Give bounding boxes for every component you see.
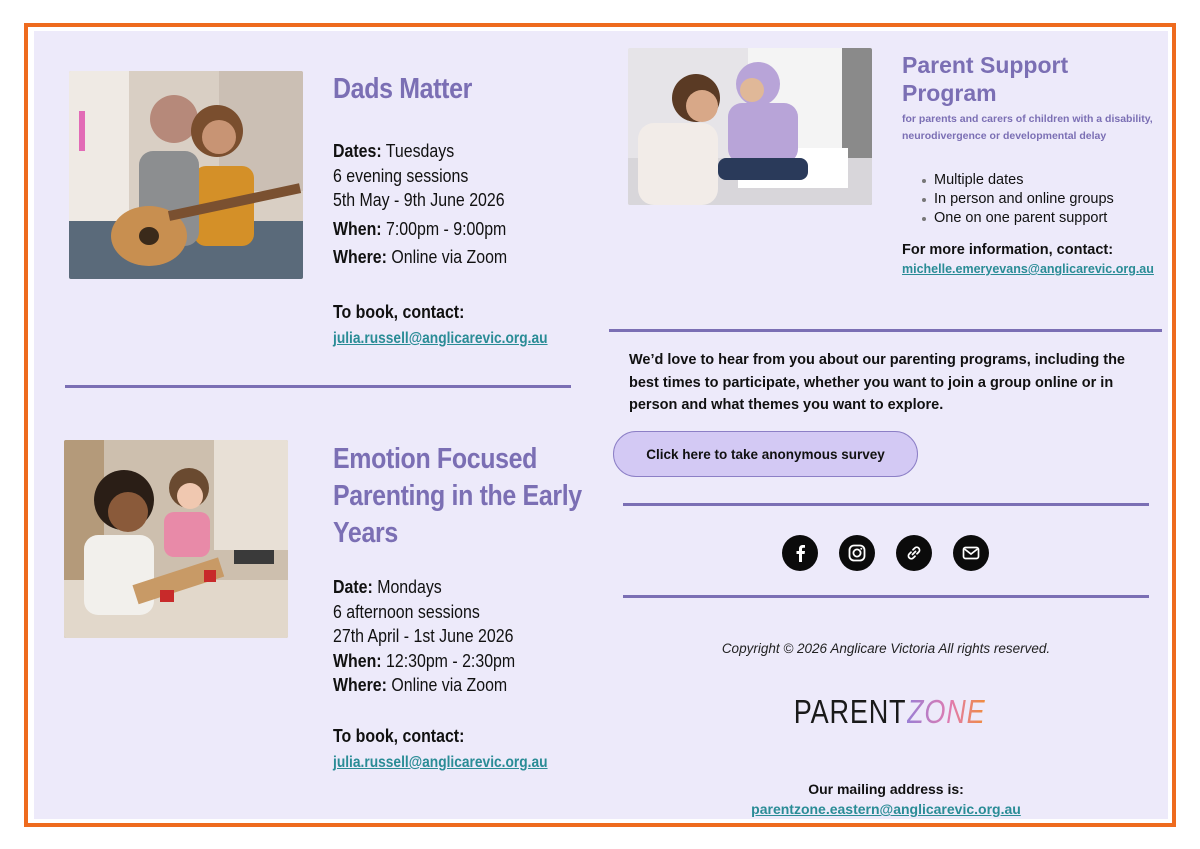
dates-label: Dates:: [333, 140, 382, 161]
divider-right-top: [609, 329, 1162, 332]
list-item: In person and online groups: [922, 190, 1114, 209]
email-icon[interactable]: [953, 535, 989, 571]
newsletter-frame: [24, 23, 1176, 827]
psp-bullets: [922, 171, 1114, 228]
divider-right-middle: [623, 503, 1149, 506]
when-value: 7:00pm - 9:00pm: [386, 217, 507, 239]
survey-button[interactable]: Click here to take anonymous survey: [613, 431, 918, 477]
mailing-address-label: Our mailing address is:: [808, 781, 964, 797]
efp-contact-label: To book, contact:: [333, 725, 465, 746]
title-line-1: Emotion Focused: [333, 443, 538, 475]
instagram-icon[interactable]: [839, 535, 875, 571]
list-item: Multiple dates: [922, 171, 1114, 190]
date-range: 5th May - 9th June 2026: [333, 189, 505, 210]
divider-left: [65, 385, 571, 388]
feedback-text: We’d love to hear from you about our parenting programs, including the best times to participate, whether you want to join a group online or in person and what themes you want to explore.: [629, 352, 1125, 413]
when-label: When:: [333, 649, 382, 671]
psp-contact-email[interactable]: michelle.emeryevans@anglicarevic.org.au: [902, 262, 1154, 276]
dates-value: Tuesdays: [385, 140, 455, 161]
where-label: Where:: [333, 674, 387, 695]
dads-contact-label: To book, contact:: [333, 301, 465, 322]
dads-matter-title: Dads Matter: [333, 73, 472, 105]
where-value: Online via Zoom: [391, 246, 508, 267]
list-item: One on one parent support: [922, 209, 1114, 228]
dads-contact-email[interactable]: julia.russell@anglicarevic.org.au: [333, 330, 548, 347]
facebook-icon[interactable]: [782, 535, 818, 571]
link-icon[interactable]: [896, 535, 932, 571]
psp-title: Parent Support Program: [902, 52, 1069, 106]
newsletter-panel: [34, 31, 1168, 819]
where-label: Where:: [333, 246, 387, 267]
title-line-2: Parenting in the Early: [333, 480, 582, 512]
dads-matter-details: [333, 139, 507, 270]
mailing-address-email[interactable]: parentzone.eastern@anglicarevic.org.au: [751, 801, 1021, 817]
parentzone-logo: [634, 693, 1138, 731]
emotion-focused-title: [333, 441, 582, 552]
dads-matter-photo: [69, 71, 303, 279]
where-value: Online via Zoom: [391, 674, 508, 695]
date-range: 27th April - 1st June 2026: [333, 625, 514, 646]
psp-subtitle: for parents and carers of children with a disability, neurodivergence or developmental delay: [902, 113, 1153, 142]
parent-support-photo: [628, 48, 872, 205]
logo-part-2: ZONE: [906, 693, 986, 730]
logo-part-1: PARENT: [794, 693, 907, 730]
title-line-3: Years: [333, 517, 398, 549]
date-label: Date:: [333, 576, 373, 597]
emotion-focused-photo: [64, 440, 288, 638]
psp-more-info-label: For more information, contact:: [902, 242, 1114, 258]
copyright-text: Copyright © 2026 Anglicare Victoria All rights reserved.: [721, 641, 1051, 656]
when-label: When:: [333, 217, 382, 239]
sessions-text: 6 afternoon sessions: [333, 600, 480, 622]
date-value: Mondays: [377, 576, 442, 597]
sessions-text: 6 evening sessions: [333, 164, 469, 186]
efp-contact-email[interactable]: julia.russell@anglicarevic.org.au: [333, 754, 548, 771]
when-value: 12:30pm - 2:30pm: [386, 649, 516, 671]
emotion-focused-details: [333, 575, 515, 698]
divider-right-bottom: [623, 595, 1149, 598]
